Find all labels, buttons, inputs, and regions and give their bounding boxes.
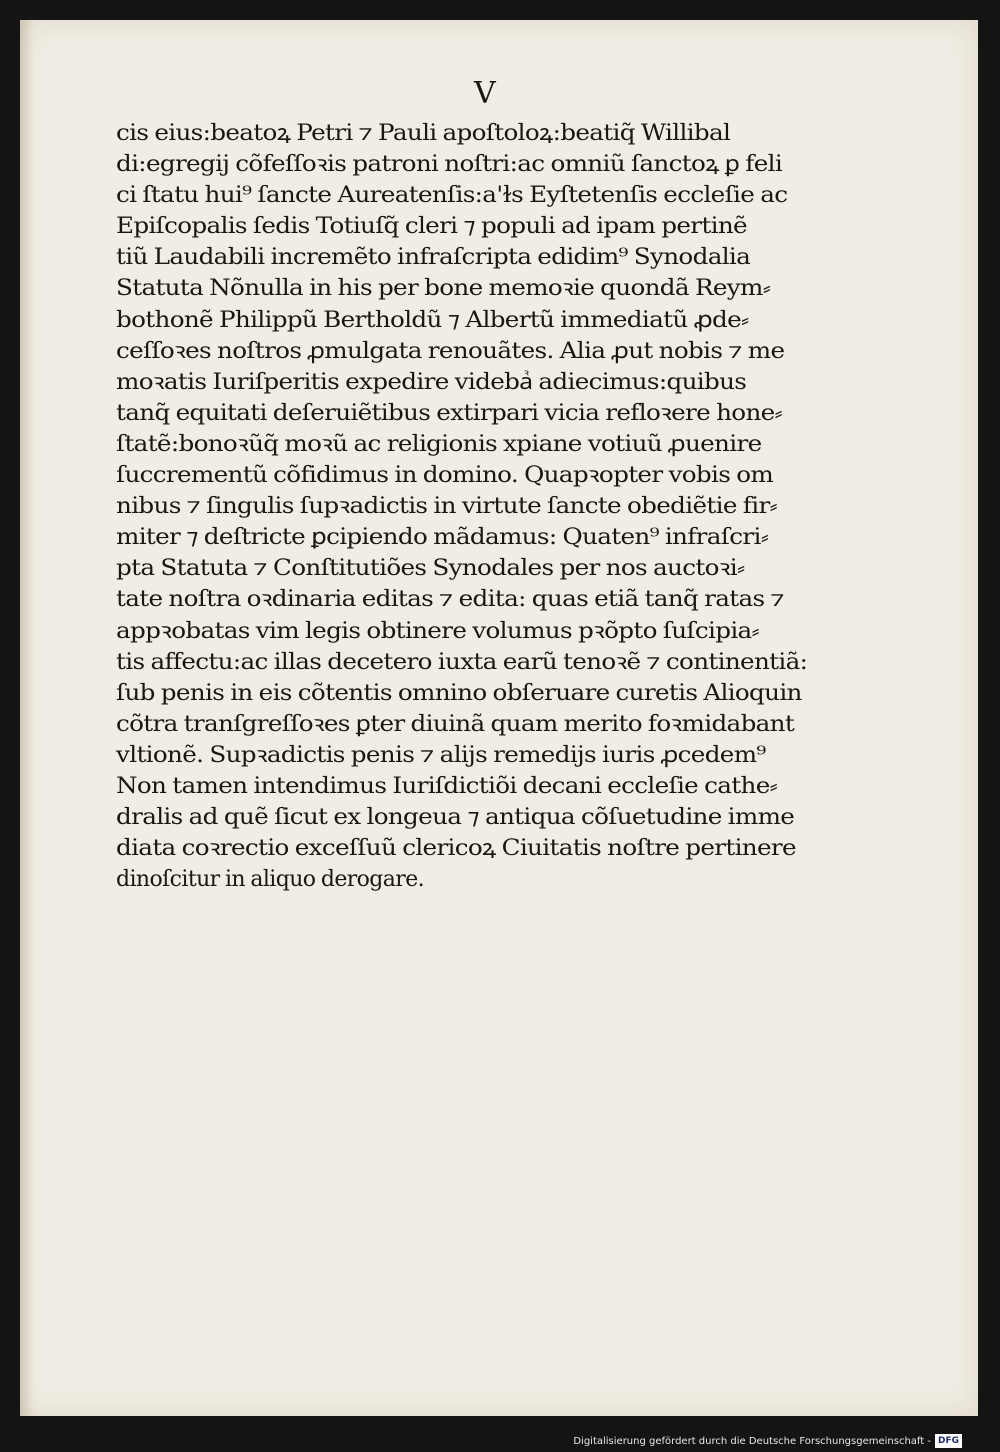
- text-line: di:egregij cõfeſſoꝛis patroni noſtri:ac omniũ ſanctoꝝ ꝑ feli: [116, 152, 783, 178]
- text-line: vltionẽ. Supꝛadictis penis ⁊ alijs remedijs iuris ꝓcedem⁹: [116, 742, 766, 768]
- text-line: ceſſoꝛes noſtros ꝓmulgata renouãtes. Alia ꝓut nobis ⁊ me: [116, 338, 785, 364]
- text-line: appꝛobatas vim legis obtinere volumus pꝛõpto ſuſcipia⸗: [116, 618, 760, 644]
- text-line: tis affectu:ac illas decetero iuxta earũ tenoꝛẽ ⁊ continentiã:: [116, 649, 808, 675]
- text-line: nibus ⁊ ſingulis ſupꝛadictis in virtute ſancte obediẽtie fir⸗: [116, 494, 778, 520]
- folio-number: V: [474, 76, 497, 111]
- footer-credit: [573, 1432, 962, 1450]
- text-line: tanq̃ equitati deſeruiẽtibus extirpari vicia refloꝛere hone⸗: [116, 400, 783, 426]
- text-line: ci ſtatu hui⁹ ſancte Aureatenſis:a'ɫs Eyſtetenſis eccleſie ac: [116, 183, 788, 209]
- text-line: dralis ad quẽ ſicut ex longeua ⁊ antiqua cõſuetudine imme: [116, 805, 795, 831]
- text-line: tate noſtra oꝛdinaria editas ⁊ edita: quas etiã tanq̃ ratas ⁊: [116, 587, 784, 613]
- text-line: miter ⁊ deſtricte ꝑcipiendo mãdamus: Quaten⁹ infraſcri⸗: [116, 525, 769, 551]
- text-line: ſuccrementũ cõfidimus in domino. Quapꝛopter vobis om: [116, 463, 774, 489]
- text-line: Epiſcopalis ſedis Totiuſq̃ cleri ⁊ populi ad ipam pertinẽ: [116, 214, 747, 240]
- text-line: Non tamen intendimus Iuriſdictiõi decani eccleſie cathe⸗: [116, 773, 778, 799]
- text-line: cis eius:beatoꝝ Petri ⁊ Pauli apoſtoloꝝ:beatiq̃ Willibal: [116, 121, 731, 146]
- text-line: ſub penis in eis cõtentis omnino obſeruare curetis Alioquin: [116, 680, 802, 706]
- text-line: dinoſcitur in aliquo derogare.: [116, 867, 425, 893]
- text-line: pta Statuta ⁊ Conſtitutiões Synodales per nos auctoꝛi⸗: [116, 556, 745, 582]
- text-line: ſtatẽ:bonoꝛũq̃ moꝛũ ac religionis xpiane votiuũ ꝓuenire: [116, 431, 762, 457]
- book-page: [20, 20, 978, 1416]
- dfg-logo: DFG: [935, 1434, 962, 1448]
- page-gutter-shadow: [20, 20, 34, 1416]
- text-line: diata coꝛrectio exceſſuũ clericoꝝ Ciuitatis noſtre pertinere: [116, 836, 796, 862]
- text-line: moꝛatis Iuriſperitis expedire videbaᷣ adiecimus:quibus: [116, 369, 747, 395]
- text-line: tiũ Laudabili incremẽto infraſcripta edidim⁹ Synodalia: [116, 245, 751, 271]
- footer-credit-text: Digitalisierung gefördert durch die Deutsche Forschungsgemeinschaft -: [573, 1435, 931, 1447]
- text-line: bothonẽ Philippũ Bertholdũ ⁊ Albertũ immediatũ ꝓde⸗: [116, 307, 749, 333]
- text-line: cõtra tranſgreſſoꝛes ꝑter diuinã quam merito foꝛmidabant: [116, 711, 795, 737]
- text-block: [116, 118, 816, 895]
- text-line: Statuta Nõnulla in his per bone memoꝛie quondã Reym⸗: [116, 276, 771, 302]
